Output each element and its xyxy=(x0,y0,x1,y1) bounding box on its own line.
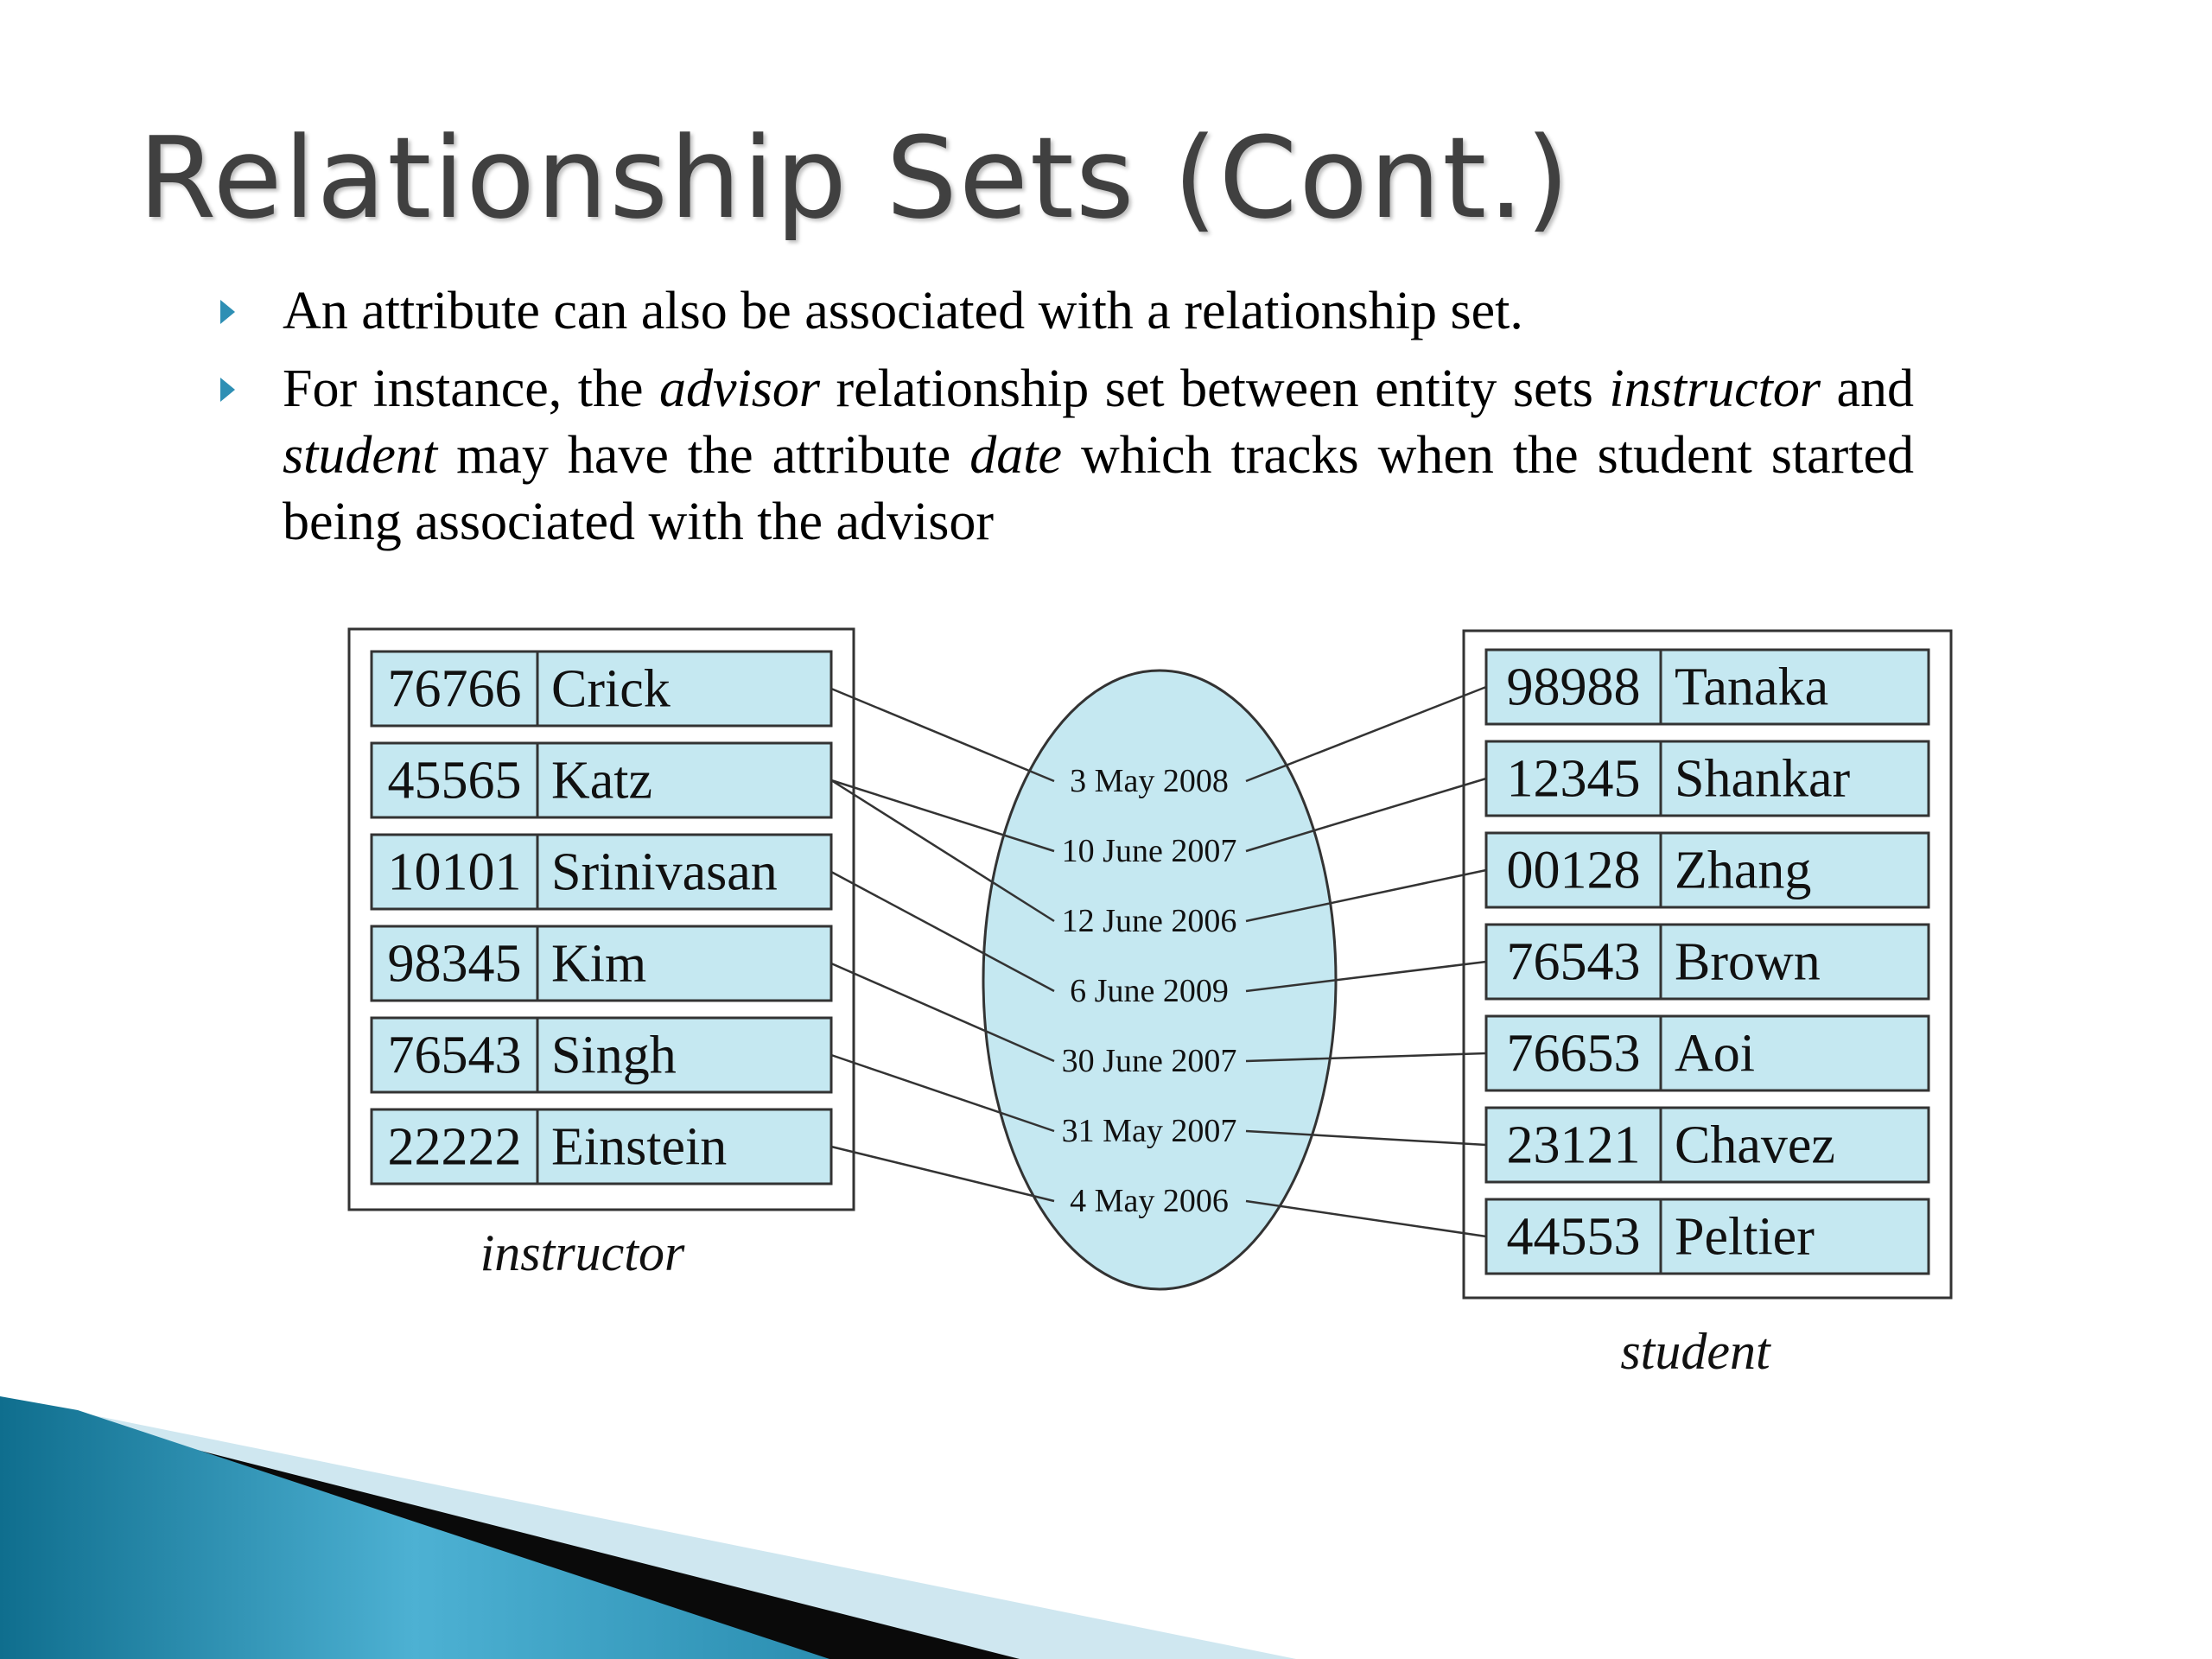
instructor-label: instructor xyxy=(480,1224,685,1281)
instructor-name: Singh xyxy=(551,1026,677,1085)
bullet-segment: For instance, the xyxy=(283,359,660,418)
bullet-segment: and xyxy=(1820,359,1914,418)
student-name: Aoi xyxy=(1675,1024,1755,1084)
student-id: 44553 xyxy=(1506,1207,1641,1267)
student-id: 76653 xyxy=(1506,1024,1641,1084)
date-value: 31 May 2007 xyxy=(1061,1113,1237,1149)
bullet-segment: An attribute can also be associated with a relationship set. xyxy=(283,282,1523,340)
bullet-segment: may have the attribute xyxy=(437,426,970,485)
slide-title: Relationship Sets (Cont.) xyxy=(138,112,1572,244)
date-value: 6 June 2009 xyxy=(1070,973,1229,1009)
bullet-segment: relationship set between entity sets xyxy=(820,359,1610,418)
instructor-id: 98345 xyxy=(387,934,522,994)
date-value: 12 June 2006 xyxy=(1061,903,1237,939)
instructor-name: Katz xyxy=(551,751,653,810)
student-id: 00128 xyxy=(1506,841,1641,900)
student-id: 23121 xyxy=(1506,1116,1641,1175)
instructor-name: Kim xyxy=(551,934,647,994)
date-value: 10 June 2007 xyxy=(1061,833,1237,869)
student-name: Chavez xyxy=(1675,1116,1835,1175)
student-name: Shankar xyxy=(1675,749,1851,809)
instructor-id: 45565 xyxy=(387,751,522,810)
bullet-segment: which tracks when the student started being associated with the advisor xyxy=(283,426,1914,551)
student-label: student xyxy=(1620,1323,1770,1380)
student-name: Brown xyxy=(1675,932,1821,992)
student-id: 76543 xyxy=(1506,932,1641,992)
teal-wedge-shape xyxy=(0,1396,830,1659)
student-id: 98988 xyxy=(1506,658,1641,717)
instructor-name: Srinivasan xyxy=(551,842,778,902)
instructor-name: Crick xyxy=(551,659,671,719)
instructor-id: 76543 xyxy=(387,1026,522,1085)
bullet-segment: date xyxy=(969,426,1062,485)
bullet-segment: student xyxy=(283,426,438,485)
student-name: Zhang xyxy=(1675,841,1812,900)
date-value: 3 May 2008 xyxy=(1070,763,1229,799)
student-id: 12345 xyxy=(1506,749,1641,809)
instructor-id: 76766 xyxy=(387,659,522,719)
date-value: 4 May 2006 xyxy=(1070,1183,1229,1219)
instructor-name: Einstein xyxy=(551,1117,728,1177)
student-name: Peltier xyxy=(1675,1207,1815,1267)
student-name: Tanaka xyxy=(1675,658,1829,717)
bullet-segment: advisor xyxy=(659,359,821,418)
instructor-id: 22222 xyxy=(387,1117,522,1177)
instructor-id: 10101 xyxy=(387,842,522,902)
date-value: 30 June 2007 xyxy=(1061,1043,1237,1079)
bullet-segment: instructor xyxy=(1609,359,1821,418)
